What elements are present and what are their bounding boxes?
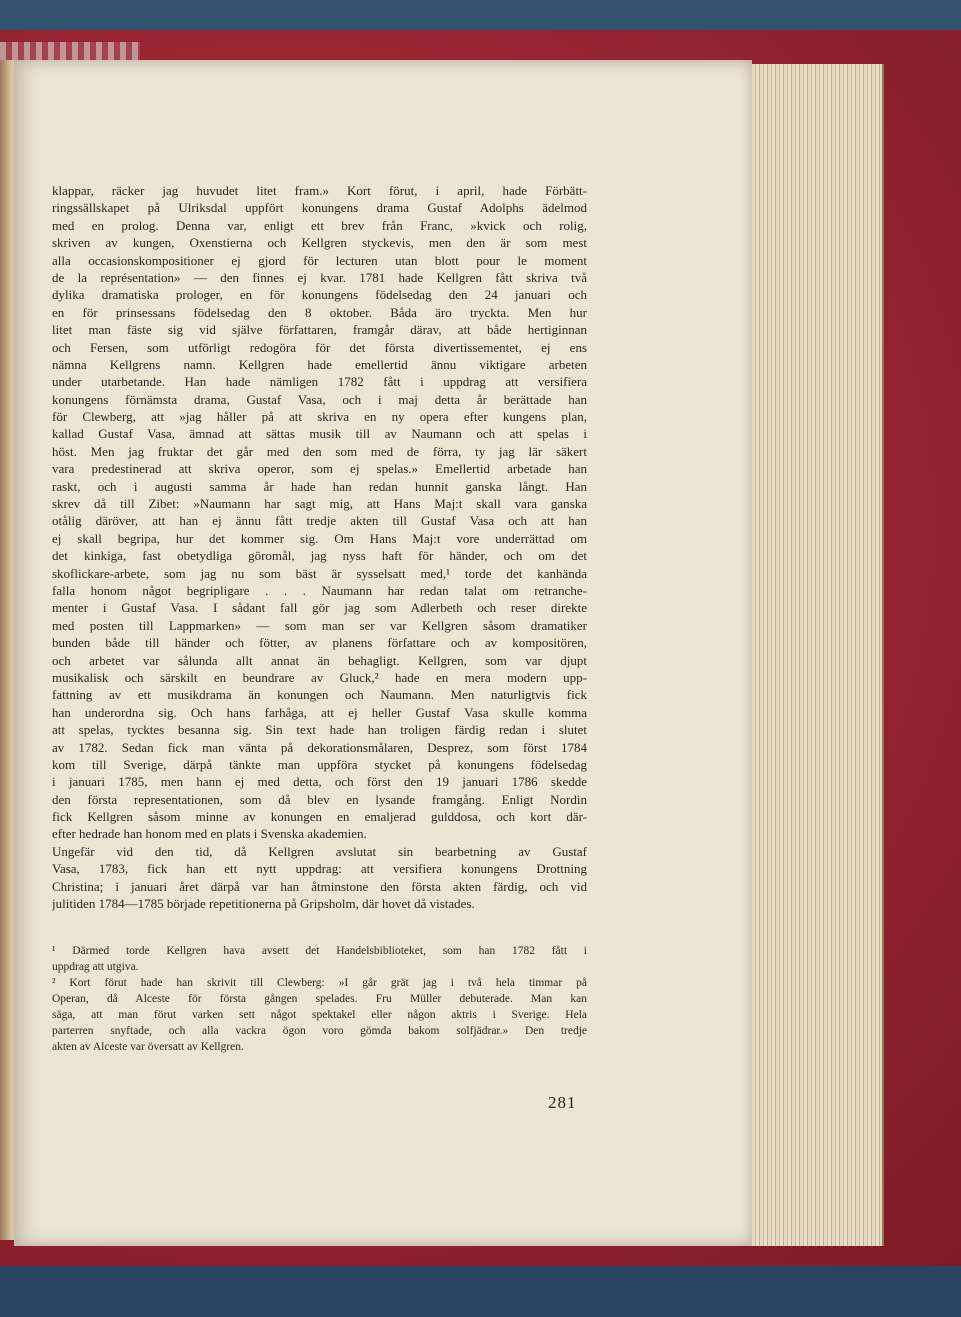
cover-binding-band — [0, 42, 140, 60]
text-line: i januari 1785, men hann ej med detta, och först den 19 januari 1786 skedde — [52, 774, 587, 790]
text-line: kom till Sverige, därpå tänkte man uppföra stycket på konungens födelsedag — [52, 756, 587, 772]
text-line: musikalisk och särskilt en beundrare av Gluck,² hade en mera modern upp- — [52, 669, 587, 685]
page-stack-edge — [752, 64, 884, 1246]
text-line: och arbetet var sålunda allt annat än behagligt. Kellgren, som var djupt — [52, 652, 587, 668]
text-line: skrev då till Zibet: »Naumann har sagt mig, att Hans Maj:t skall vara ganska — [52, 496, 587, 512]
text-line: konungens förnämsta drama, Gustaf Vasa, och i maj detta år berättade han — [52, 391, 587, 407]
text-line: han underordna sig. Och hans farhåga, att ej heller Gustaf Vasa skulle komma — [52, 704, 587, 720]
text-line: för Clewberg, att »jag håller på att skriva en ny opera efter kungens plan, — [52, 409, 587, 425]
text-line: efter hedrade han honom med en plats i Svenska akademien. — [52, 826, 367, 842]
text-line: Vasa, 1783, fick han ett nytt uppdrag: att versifiera konungens Drottning — [52, 861, 587, 877]
text-line: och Fersen, som utförligt redogöra för det första divertissementet, ej ens — [52, 339, 587, 355]
body-text — [52, 182, 587, 912]
text-line: menter i Gustaf Vasa. I sådant fall gör jag som Adlerbeth och reser direkte — [52, 600, 587, 616]
text-line: Ungefär vid den tid, då Kellgren avslutat sin bearbetning av Gustaf — [52, 843, 587, 859]
text-line: den första representationen, som då blev en lysande framgång. Enligt Nordin — [52, 791, 587, 807]
footnote-line: Operan, då Alceste för första gången spelades. Fru Müller debuterade. Man kan — [52, 993, 587, 1005]
text-line: bunden både till händer och fötter, av planens författare och av kompositören, — [52, 635, 587, 651]
footnote-line: parterren snyftade, och alla vackra ögon voro gömda bakom solfjädrar.» Den tredje — [52, 1025, 587, 1037]
text-line: en för prinsessans födelsedag den 8 oktober. Båda äro tryckta. Men hur — [52, 304, 587, 320]
text-line: falla honom något begripligare . . . Naumann har redan talat om retranche- — [52, 582, 587, 598]
text-line: ej skall begripa, hur det kommer sig. Om Hans Maj:t vore underrättad om — [52, 530, 587, 546]
text-line: litet man fäste sig vid själve författaren, framgår därav, att både hertiginnan — [52, 322, 587, 338]
footnote-line: akten av Alceste var översatt av Kellgren. — [52, 1041, 244, 1053]
text-line: kallad Gustaf Vasa, ämnad att sättas musik till av Naumann och att spelas i — [52, 426, 587, 442]
text-line: av 1782. Sedan fick man vänta på dekorationsmålaren, Desprez, som först 1784 — [52, 739, 587, 755]
text-line: otålig däröver, att han ej ännu fått tredje akten till Gustaf Vasa och att han — [52, 513, 587, 529]
text-line: med posten till Lappmarken» — som man ser var Kellgren såsom dramatiker — [52, 617, 587, 633]
text-line: raskt, och i augusti samma år hade han redan hunnit ganska långt. Han — [52, 478, 587, 494]
text-line: skriven av kungen, Oxenstierna och Kellgren styckevis, men den är som mest — [52, 235, 587, 251]
footnote-line: uppdrag att utgiva. — [52, 961, 139, 973]
text-line: att spelas, tycktes besanna sig. Sin text hade han troligen färdig redan i slutet — [52, 722, 587, 738]
text-line: fattning av ett musikdrama än konungen och Naumann. Men naturligtvis fick — [52, 687, 587, 703]
text-line: Christina; i januari året därpå var han åtminstone den första akten färdig, och vid — [52, 878, 587, 894]
text-line: fick Kellgren såsom minne av konungen en emaljerad gulddosa, och kort där- — [52, 809, 587, 825]
footnote-line: säga, att man förut varken sett något spektakel eller någon aktris i Sverige. Hela — [52, 1009, 587, 1021]
text-line: klappar, räcker jag huvudet litet fram.» Kort förut, i april, hade Förbätt- — [52, 183, 587, 198]
text-line: med en prolog. Denna var, enligt ett brev från Franc, »kvick och rolig, — [52, 217, 587, 233]
page-number: 281 — [548, 1093, 577, 1112]
text-line: de la représentation» — den finnes ej kvar. 1781 hade Kellgren fått skriva två — [52, 269, 587, 285]
footnote-line: ¹ Därmed torde Kellgren hava avsett det Handelsbiblioteket, som han 1782 fått i — [52, 945, 587, 957]
text-line: höst. Men jag fruktar det går med den som med de förra, ty jag lär säkert — [52, 443, 587, 459]
text-line: ringssällskapet på Ulriksdal uppfört konungens drama Gustaf Adolphs ädelmod — [52, 200, 587, 216]
footnotes — [52, 943, 587, 1055]
text-line: dylika dramatiska prologer, en för konungens födelsedag den 24 januari och — [52, 287, 587, 303]
text-line: under utarbetande. Han hade nämligen 1782 fått i uppdrag att versifiera — [52, 374, 587, 390]
text-line: vara predestinerad att skriva operor, som ej spelas.» Emellertid arbetade han — [52, 461, 587, 477]
text-line: julitiden 1784—1785 började repetitionerna på Gripsholm, där hovet då vistades. — [52, 896, 475, 912]
text-line: det kinkiga, fast obetydliga göromål, jag nyss haft för händer, och om det — [52, 548, 587, 564]
text-line: skoflickare-arbete, som jag nu som bäst är sysselsatt med,¹ torde det kanhända — [52, 565, 587, 581]
footnote-line: ² Kort förut hade han skrivit till Clewberg: »I går grät jag i två hela timmar på — [52, 977, 587, 989]
text-line: alla occasionskompositioner ej gjord för lecturen utan blott pour le moment — [52, 252, 587, 268]
text-line: nämna Kellgrens namn. Kellgren hade emellertid ännu viktigare arbeten — [52, 356, 587, 372]
